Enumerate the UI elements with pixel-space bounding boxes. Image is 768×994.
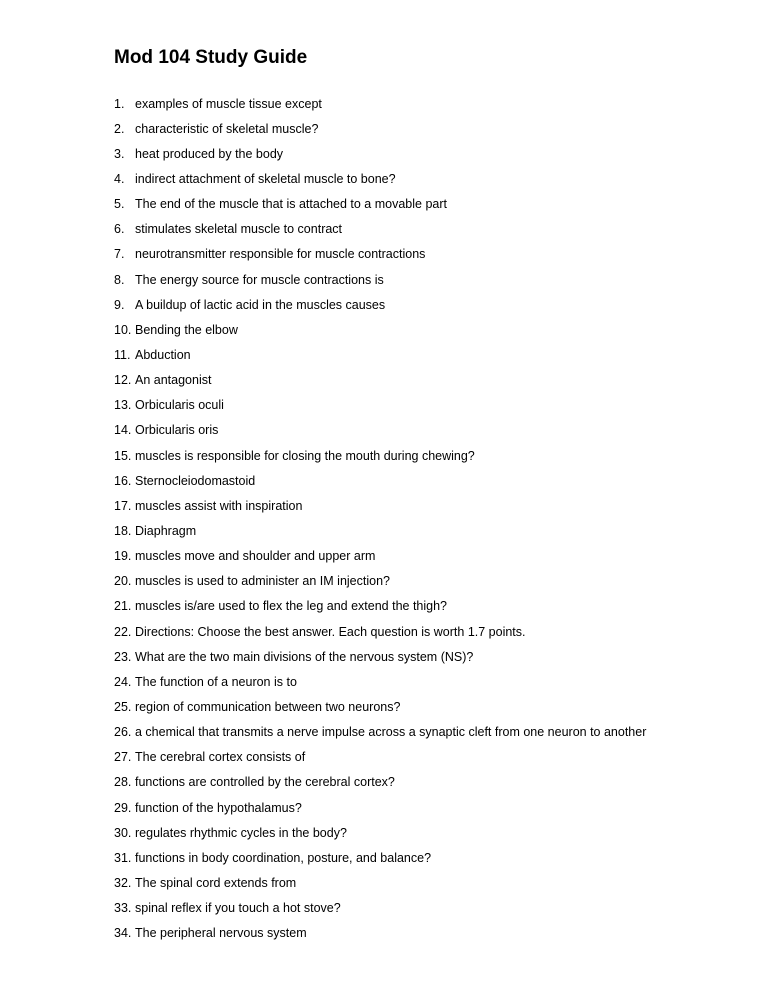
item-number: 34. [114,926,132,941]
item-number: 4. [114,171,125,186]
list-item [114,518,646,543]
item-text: Directions: Choose the best answer. Each question is worth 1.7 points. [135,624,526,639]
list-item [114,443,646,468]
item-text: muscles assist with inspiration [135,498,303,513]
item-text: The peripheral nervous system [135,926,307,941]
item-text: spinal reflex if you touch a hot stove? [135,901,341,916]
list-item [114,242,646,267]
item-number: 6. [114,222,125,237]
list-item [114,393,646,418]
list-item [114,745,646,770]
item-text: muscles move and shoulder and upper arm [135,549,376,564]
item-text: The end of the muscle that is attached to a movable part [135,197,447,212]
item-text: The energy source for muscle contractions is [135,272,384,287]
item-number: 22. [114,624,132,639]
list-item [114,619,646,644]
list-item [114,91,646,116]
list-item [114,418,646,443]
page-title: Mod 104 Study Guide [114,47,308,68]
list-item [114,694,646,719]
list-item [114,544,646,569]
item-number: 1. [114,96,125,111]
list-item [114,820,646,845]
item-text: stimulates skeletal muscle to contract [135,222,343,237]
list-item [114,720,646,745]
item-text: The spinal cord extends from [135,875,297,890]
list-item [114,569,646,594]
list-item [114,116,646,141]
item-number: 19. [114,549,132,564]
item-text: The cerebral cortex consists of [135,750,306,765]
item-text: a chemical that transmits a nerve impulse across a synaptic cleft from one neuron to another [135,725,647,740]
item-number: 28. [114,775,132,790]
list-item [114,368,646,393]
item-text: function of the hypothalamus? [135,800,302,815]
list-item [114,644,646,669]
item-number: 26. [114,725,132,740]
item-text: Diaphragm [135,523,197,538]
item-text: An antagonist [135,373,212,388]
list-item [114,267,646,292]
list-item [114,317,646,342]
item-number: 21. [114,599,132,614]
item-text: functions in body coordination, posture, and balance? [135,850,432,865]
list-item [114,468,646,493]
item-text: Sternocleiodomastoid [135,473,256,488]
item-number: 2. [114,121,125,136]
item-number: 29. [114,800,132,815]
item-text: functions are controlled by the cerebral cortex? [135,775,395,790]
item-text: muscles is/are used to flex the leg and extend the thigh? [135,599,447,614]
list-item [114,292,646,317]
list-item [114,594,646,619]
item-text: examples of muscle tissue except [135,96,322,111]
item-number: 7. [114,247,125,262]
list-item [114,217,646,242]
item-number: 20. [114,574,132,589]
item-number: 27. [114,750,132,765]
item-number: 9. [114,297,125,312]
item-text: A buildup of lactic acid in the muscles causes [135,297,386,312]
list-item [114,493,646,518]
item-text: Orbicularis oris [135,423,219,438]
item-number: 8. [114,272,125,287]
item-number: 33. [114,901,132,916]
item-text: What are the two main divisions of the nervous system (NS)? [135,649,474,664]
item-number: 15. [114,448,132,463]
list-item [114,921,646,946]
item-text: region of communication between two neurons? [135,699,401,714]
list-item [114,795,646,820]
item-text: Bending the elbow [135,322,238,337]
item-number: 23. [114,649,132,664]
item-text: Abduction [135,347,191,362]
item-number: 25. [114,699,132,714]
list-item [114,342,646,367]
item-number: 14. [114,423,132,438]
list-item [114,770,646,795]
list-item [114,166,646,191]
item-text: neurotransmitter responsible for muscle contractions [135,247,426,262]
item-number: 12. [114,373,132,388]
item-number: 5. [114,197,125,212]
item-number: 32. [114,875,132,890]
list-item [114,870,646,895]
item-number: 10. [114,322,132,337]
item-number: 31. [114,850,132,865]
item-number: 18. [114,523,132,538]
question-list [114,91,646,946]
item-text: characteristic of skeletal muscle? [135,121,319,136]
item-text: muscles is used to administer an IM injection? [135,574,390,589]
item-text: muscles is responsible for closing the mouth during chewing? [135,448,475,463]
list-item [114,896,646,921]
item-text: regulates rhythmic cycles in the body? [135,825,347,840]
item-number: 16. [114,473,132,488]
list-item [114,192,646,217]
list-item [114,845,646,870]
item-text: heat produced by the body [135,146,284,161]
list-item [114,669,646,694]
item-number: 17. [114,498,132,513]
list-item [114,141,646,166]
item-number: 11. [114,347,131,362]
item-number: 30. [114,825,132,840]
item-text: Orbicularis oculi [135,398,224,413]
item-number: 24. [114,674,132,689]
item-text: indirect attachment of skeletal muscle to bone? [135,171,396,186]
item-number: 13. [114,398,132,413]
item-text: The function of a neuron is to [135,674,297,689]
item-number: 3. [114,146,125,161]
